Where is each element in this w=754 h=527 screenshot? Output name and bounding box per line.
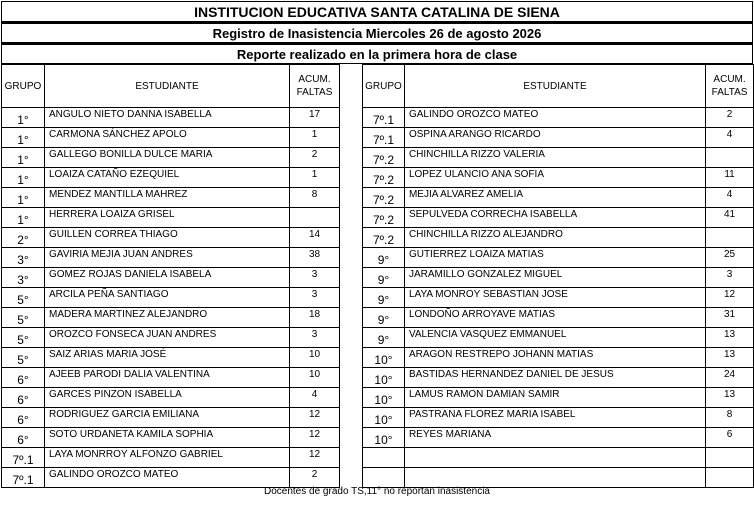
table-row xyxy=(2,128,340,148)
student-name-cell: SOTO URDANETA KAMILA SOPHIA xyxy=(45,428,290,448)
table-row xyxy=(2,408,340,428)
absences-cell: 31 xyxy=(706,308,754,328)
table-row xyxy=(2,308,340,328)
group-cell: 2° xyxy=(2,228,45,248)
faltas-header: ACUM. FALTAS xyxy=(290,65,340,108)
student-name-cell: OSPINA ARANGO RICARDO xyxy=(404,128,705,148)
group-cell xyxy=(363,468,405,488)
absences-cell xyxy=(706,448,754,468)
table-row xyxy=(2,148,340,168)
table-row xyxy=(2,248,340,268)
table-row xyxy=(2,428,340,448)
absences-cell: 8 xyxy=(706,408,754,428)
table-row xyxy=(363,448,754,468)
absences-cell: 4 xyxy=(290,388,340,408)
absences-cell: 1 xyxy=(290,128,340,148)
group-cell: 1° xyxy=(2,168,45,188)
table-row xyxy=(363,228,754,248)
table-row xyxy=(2,168,340,188)
group-cell: 10° xyxy=(363,408,405,428)
absences-cell: 24 xyxy=(706,368,754,388)
table-row xyxy=(2,348,340,368)
group-cell: 6° xyxy=(2,368,45,388)
table-header xyxy=(2,65,340,108)
group-cell: 7º.1 xyxy=(363,128,405,148)
school-title: INSTITUCION EDUCATIVA SANTA CATALINA DE SIENA xyxy=(1,1,753,22)
table-row xyxy=(363,308,754,328)
table-row xyxy=(363,248,754,268)
table-row xyxy=(363,368,754,388)
table-row xyxy=(2,268,340,288)
estudiante-header: ESTUDIANTE xyxy=(45,65,290,108)
student-name-cell: RODRIGUEZ GARCIA EMILIANA xyxy=(45,408,290,428)
table-row xyxy=(2,468,340,488)
student-name-cell: ARCILA PEÑA SANTIAGO xyxy=(45,288,290,308)
table-row xyxy=(2,328,340,348)
absences-cell: 1 xyxy=(290,168,340,188)
absences-cell: 14 xyxy=(290,228,340,248)
student-name-cell: GALINDO OROZCO MATEO xyxy=(404,108,705,128)
absences-cell xyxy=(290,208,340,228)
absences-cell: 4 xyxy=(706,188,754,208)
table-row xyxy=(2,388,340,408)
absences-cell: 6 xyxy=(706,428,754,448)
group-cell xyxy=(363,448,405,468)
faltas-header: ACUM. FALTAS xyxy=(706,65,754,108)
absences-cell: 12 xyxy=(290,408,340,428)
absences-cell: 38 xyxy=(290,248,340,268)
absences-cell: 12 xyxy=(706,288,754,308)
student-name-cell: SAIZ ARIAS MARIA JOSÉ xyxy=(45,348,290,368)
student-name-cell: LAMUS RAMON DAMIAN SAMIR xyxy=(404,388,705,408)
group-cell: 7º.2 xyxy=(363,188,405,208)
table-row xyxy=(363,328,754,348)
group-cell: 1° xyxy=(2,128,45,148)
group-cell: 10° xyxy=(363,428,405,448)
group-cell: 10° xyxy=(363,388,405,408)
table-row xyxy=(2,108,340,128)
student-name-cell xyxy=(404,468,705,488)
group-cell: 5° xyxy=(2,288,45,308)
student-name-cell: HERRERA LOAIZA GRISEL xyxy=(45,208,290,228)
group-cell: 7º.2 xyxy=(363,208,405,228)
absences-cell: 25 xyxy=(706,248,754,268)
student-name-cell: ARAGON RESTREPO JOHANN MATIAS xyxy=(404,348,705,368)
student-name-cell: ANGULO NIETO DANNA ISABELLA xyxy=(45,108,290,128)
student-name-cell: SEPULVEDA CORRECHA ISABELLA xyxy=(404,208,705,228)
absences-cell: 3 xyxy=(290,288,340,308)
student-name-cell: GAVIRIA MEJIA JUAN ANDRES xyxy=(45,248,290,268)
table-row xyxy=(363,268,754,288)
report-note: Reporte realizado en la primera hora de clase xyxy=(1,43,753,64)
table-row xyxy=(2,188,340,208)
student-name-cell: MENDEZ MANTILLA MAHREZ xyxy=(45,188,290,208)
student-name-cell: CHINCHILLA RIZZO ALEJANDRO xyxy=(404,228,705,248)
table-row xyxy=(2,448,340,468)
student-name-cell: AJEEB PARODI DALIA VALENTINA xyxy=(45,368,290,388)
student-name-cell: BASTIDAS HERNANDEZ DANIEL DE JESUS xyxy=(404,368,705,388)
student-name-cell: JARAMILLO GONZALEZ MIGUEL xyxy=(404,268,705,288)
group-cell: 5° xyxy=(2,328,45,348)
table-row xyxy=(2,208,340,228)
estudiante-header: ESTUDIANTE xyxy=(404,65,705,108)
student-name-cell: LOAIZA CATAÑO EZEQUIEL xyxy=(45,168,290,188)
group-cell: 9° xyxy=(363,288,405,308)
student-name-cell: OROZCO FONSECA JUAN ANDRES xyxy=(45,328,290,348)
group-cell: 9° xyxy=(363,308,405,328)
student-name-cell: CARMONA SÁNCHEZ APOLO xyxy=(45,128,290,148)
student-name-cell: LONDOÑO ARROYAVE MATIAS xyxy=(404,308,705,328)
group-cell: 1° xyxy=(2,208,45,228)
group-cell: 7º.1 xyxy=(2,468,45,488)
absence-table-right xyxy=(362,64,754,488)
student-name-cell: LAYA MONRROY ALFONZO GABRIEL xyxy=(45,448,290,468)
table-header xyxy=(363,65,754,108)
table-row xyxy=(363,408,754,428)
table-row xyxy=(363,128,754,148)
absences-cell: 13 xyxy=(706,348,754,368)
student-name-cell: GALINDO OROZCO MATEO xyxy=(45,468,290,488)
group-cell: 7º.2 xyxy=(363,228,405,248)
group-cell: 5° xyxy=(2,348,45,368)
table-row xyxy=(2,288,340,308)
table-row xyxy=(2,368,340,388)
absences-cell xyxy=(706,148,754,168)
absences-cell: 2 xyxy=(290,468,340,488)
group-cell: 9° xyxy=(363,328,405,348)
table-row xyxy=(363,148,754,168)
absences-cell: 3 xyxy=(290,328,340,348)
student-name-cell xyxy=(404,448,705,468)
table-row xyxy=(363,188,754,208)
absences-cell: 2 xyxy=(290,148,340,168)
student-name-cell: CHINCHILLA RIZZO VALERIA xyxy=(404,148,705,168)
student-name-cell: GOMEZ ROJAS DANIELA ISABELA xyxy=(45,268,290,288)
table-row xyxy=(363,348,754,368)
table-row xyxy=(363,208,754,228)
absences-cell: 3 xyxy=(706,268,754,288)
absences-cell: 2 xyxy=(706,108,754,128)
student-name-cell: MEJIA ALVAREZ AMELIA xyxy=(404,188,705,208)
footer-note: Docentes de grado TS,11° no reportan inasistencia xyxy=(264,486,490,497)
student-name-cell: GUTIERREZ LOAIZA MATIAS xyxy=(404,248,705,268)
group-cell: 6° xyxy=(2,408,45,428)
table-row xyxy=(363,288,754,308)
absences-cell: 13 xyxy=(706,388,754,408)
group-cell: 9° xyxy=(363,248,405,268)
student-name-cell: GUILLEN CORREA THIAGO xyxy=(45,228,290,248)
grupo-header: GRUPO xyxy=(2,65,45,108)
group-cell: 3° xyxy=(2,268,45,288)
grupo-header: GRUPO xyxy=(363,65,405,108)
table-row xyxy=(363,108,754,128)
absences-cell: 10 xyxy=(290,368,340,388)
group-cell: 1° xyxy=(2,108,45,128)
student-name-cell: REYES MARIANA xyxy=(404,428,705,448)
absences-cell: 18 xyxy=(290,308,340,328)
absences-cell: 12 xyxy=(290,428,340,448)
student-name-cell: LOPEZ ULANCIO ANA SOFIA xyxy=(404,168,705,188)
absences-cell: 3 xyxy=(290,268,340,288)
absence-table-left xyxy=(1,64,340,488)
absences-cell: 11 xyxy=(706,168,754,188)
table-row xyxy=(363,168,754,188)
absences-cell: 8 xyxy=(290,188,340,208)
student-name-cell: PASTRANA FLOREZ MARIA ISABEL xyxy=(404,408,705,428)
absences-cell: 10 xyxy=(290,348,340,368)
table-row xyxy=(363,468,754,488)
group-cell: 7º.1 xyxy=(2,448,45,468)
group-cell: 1° xyxy=(2,148,45,168)
student-name-cell: LAYA MONROY SEBASTIAN JOSE xyxy=(404,288,705,308)
student-name-cell: MADERA MARTINEZ ALEJANDRO xyxy=(45,308,290,328)
student-name-cell: GALLEGO BONILLA DULCE MARIA xyxy=(45,148,290,168)
group-cell: 7º.2 xyxy=(363,148,405,168)
group-cell: 7º.1 xyxy=(363,108,405,128)
student-name-cell: VALENCIA VASQUEZ EMMANUEL xyxy=(404,328,705,348)
table-row xyxy=(363,388,754,408)
group-cell: 3° xyxy=(2,248,45,268)
absences-cell: 13 xyxy=(706,328,754,348)
student-name-cell: GARCES PINZON ISABELLA xyxy=(45,388,290,408)
group-cell: 6° xyxy=(2,388,45,408)
group-cell: 10° xyxy=(363,348,405,368)
group-cell: 5° xyxy=(2,308,45,328)
group-cell: 10° xyxy=(363,368,405,388)
table-row xyxy=(2,228,340,248)
table-row xyxy=(363,428,754,448)
absences-cell xyxy=(706,468,754,488)
group-cell: 6° xyxy=(2,428,45,448)
group-cell: 1° xyxy=(2,188,45,208)
absences-cell xyxy=(706,228,754,248)
absences-cell: 17 xyxy=(290,108,340,128)
report-subtitle: Registro de Inasistencia Miercoles 26 de agosto 2026 xyxy=(1,22,753,43)
group-cell: 7º.2 xyxy=(363,168,405,188)
absences-cell: 12 xyxy=(290,448,340,468)
group-cell: 9° xyxy=(363,268,405,288)
absences-cell: 4 xyxy=(706,128,754,148)
absences-cell: 41 xyxy=(706,208,754,228)
